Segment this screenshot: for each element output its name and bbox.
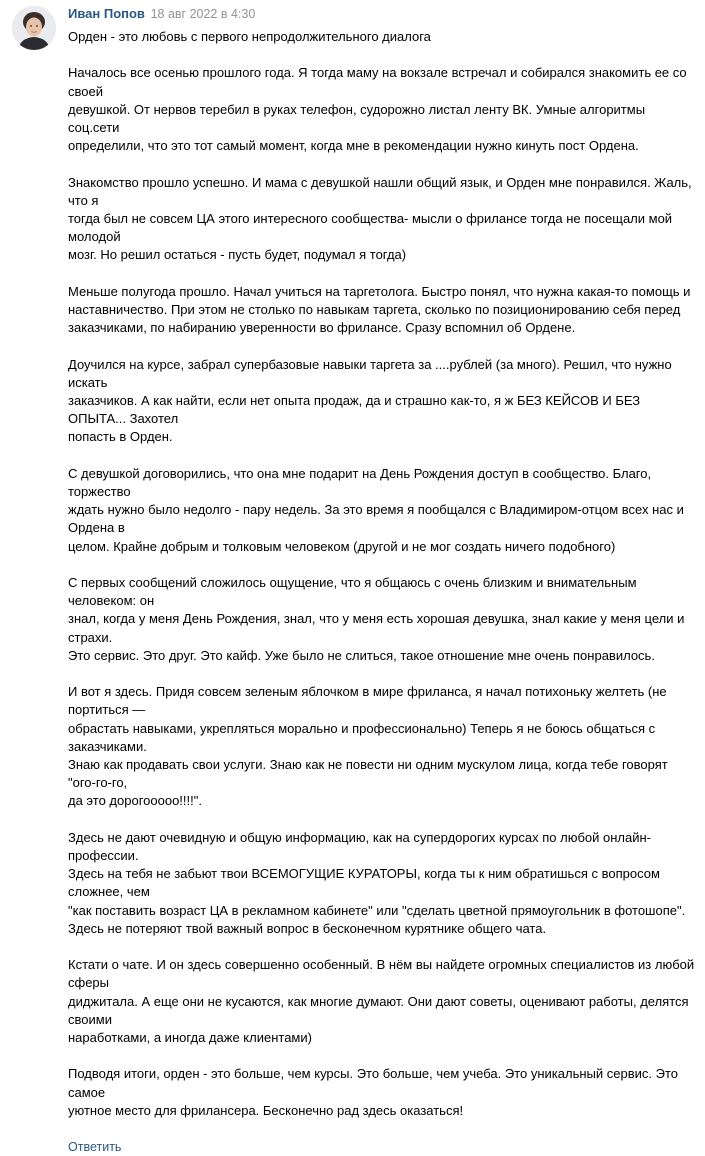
comment-date[interactable]: 18 авг 2022 в 4:30	[150, 7, 256, 21]
reply-link[interactable]: Ответить	[68, 1140, 122, 1155]
comment-paragraph: Знакомство прошло успешно. И мама с девушкой нашли общий язык, и Орден мне понравился. Жаль, что я тогда был не совсем ЦА этого интересного сообщества- мысли о фрилансе тогда не посещали мой молодой мозг. Но решил остаться - пусть будет, подумал я тогда)	[68, 174, 692, 263]
comment-text	[68, 28, 698, 1120]
comment-body	[68, 6, 698, 1156]
avatar[interactable]	[12, 6, 56, 50]
author-name[interactable]: Иван Попов	[68, 6, 145, 21]
comment-paragraph: Подводя итоги, орден - это больше, чем курсы. Это больше, чем учеба. Это уникальный сервис. Это самое уютное место для фрилансера. Бесконечно рад здесь оказаться!	[68, 1066, 678, 1118]
comment-paragraph: Доучился на курсе, забрал супербазовые навыки таргета за ....рублей (за много). Решил, что нужно искать заказчиков. А как найти, если нет опыта продаж, да и страшно как-то, я ж БЕЗ КЕЙСОВ И БЕЗ ОПЫТА... Захотел попасть в Орден.	[68, 356, 672, 445]
comment-paragraph: Меньше полугода прошло. Начал учиться на таргетолога. Быстро понял, что нужна какая-то помощь и наставничество. При этом не столько по навыкам таргета, сколько по позиционированию себя перед заказчиками, по набиранию уверенности во фрилансе. Сразу вспомнил об Ордене.	[68, 283, 691, 336]
avatar-image	[12, 6, 56, 50]
comment-paragraph: Орден - это любовь с первого непродолжительного диалога	[68, 29, 431, 44]
comment-paragraph: И вот я здесь. Придя совсем зеленым яблочком в мире фриланса, я начал потихоньку желтеть (не портиться — обрастать навыками, укрепляться морально и профессионально) Теперь я не боюсь общаться с заказчиками. Знаю как продавать свои услуги. Знаю как не повести ни одним мускулом лица, когда тебе говорят "ого-го-го, да это дорогоoooo!!!!".	[68, 684, 668, 809]
comment-paragraph: Началось все осенью прошлого года. Я тогда маму на вокзале встречал и собирался знакомить ее со своей девушкой. От нервов теребил в руках телефон, судорожно листал ленту ВК. Умные алгоритмы соц.сети определили, что это тот самый момент, когда мне в рекомендации нужно кинуть пост Ордена.	[68, 65, 687, 154]
comment-header	[68, 6, 698, 22]
comment-paragraph: Кстати о чате. И он здесь совершенно особенный. В нём вы найдете огромных специалистов из любой сферы диджитала. А еще они не кусаются, как многие думают. Они дают советы, оценивают работы, делятся своими наработками, а иногда даже клиентами)	[68, 957, 695, 1046]
comment-paragraph: С девушкой договорились, что она мне подарит на День Рождения доступ в сообщество. Благо, торжество ждать нужно было недолго - пару недель. За это время я пообщался с Владимиром-отцом всех нас и Ордена в целом. Крайне добрым и толковым человеком (другой и не мог создать ничего подобного)	[68, 465, 684, 554]
comment-paragraph: С первых сообщений сложилось ощущение, что я общаюсь с очень близким и внимательным человеком: он знал, когда у меня День Рождения, знал, что у меня есть хорошая девушка, знал какие у меня цели и страхи. Это сервис. Это друг. Это кайф. Уже было не слиться, такое отношение мне очень понравилось.	[68, 575, 685, 663]
comment-paragraph: Здесь не дают очевидную и общую информацию, как на супердорогих курсах по любой онлайн-профессии. Здесь на тебя не забьют твои ВСЕМОГУЩИЕ КУРАТОРЫ, когда ты к ним обратишься с вопросом сложнее, чем "как поставить возраст ЦА в рекламном кабинете" или "сделать цветной прямоугольник в фотошопе". Здесь не потеряют твой важный вопрос в бесконечном курятнике общего чата.	[68, 829, 686, 936]
